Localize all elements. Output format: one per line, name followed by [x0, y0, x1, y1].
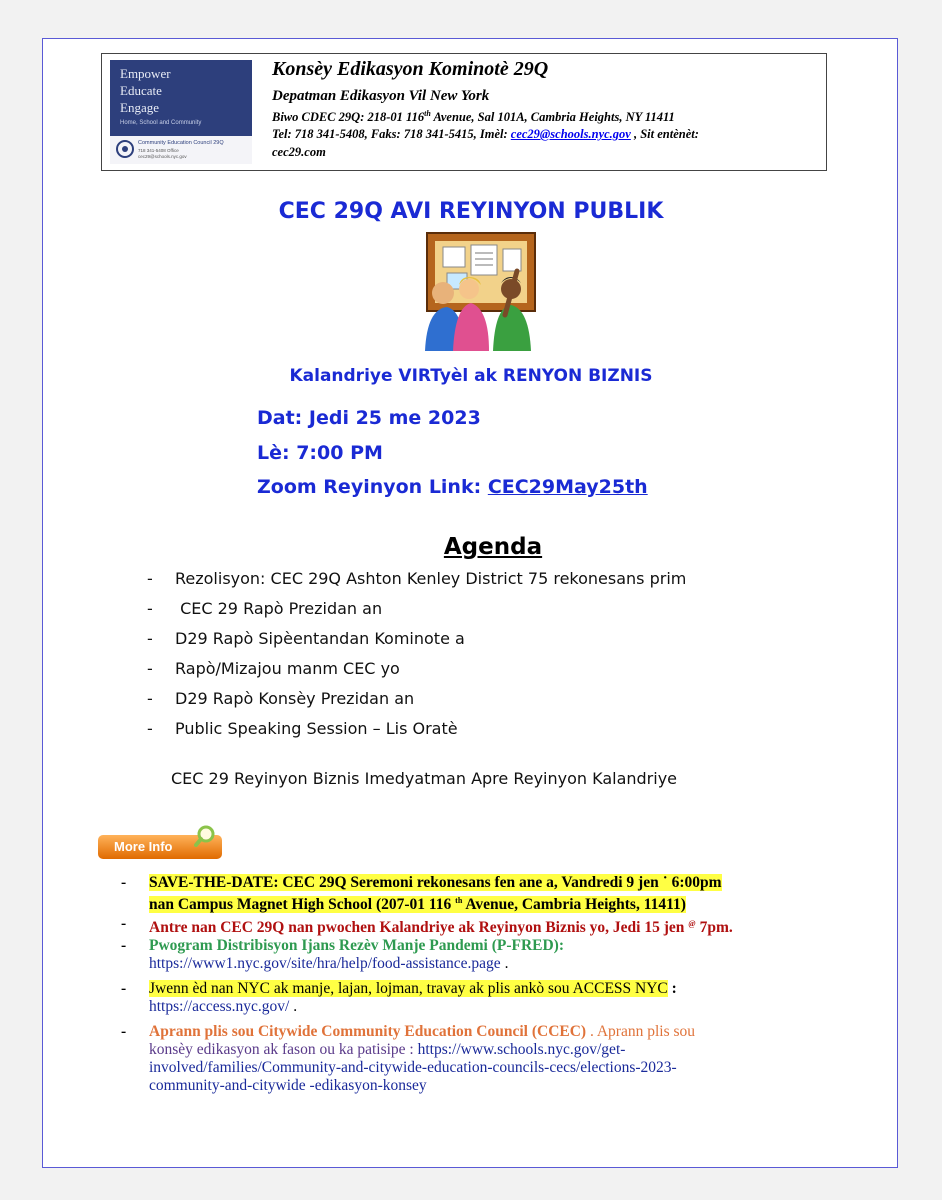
info-item-save-the-date: - SAVE-THE-DATE: CEC 29Q Seremoni rekonesans fen ane a, Vandredi 9 jen ˙ 6:00pm nan Campus Magnet High School (207-01 116 $^{th}$ Avenue, Cambria Heights, 11411): [121, 874, 722, 914]
contact-line: Tel: 718 341-5408, Faks: 718 341-5415, Imèl: cec29@schools.nyc.gov , Sit entènèt:: [272, 127, 699, 141]
meeting-date: Dat: Jedi 25 me 2023: [257, 407, 481, 429]
business-meeting-note: CEC 29 Reyinyon Biznis Imedyatman Apre Reyinyon Kalandriye: [171, 769, 677, 788]
letterhead: [101, 53, 827, 171]
logo-email: cec29@schools.nyc.gov: [138, 154, 187, 159]
logo-line-empower: Empower: [120, 66, 171, 81]
logo-banner: [110, 60, 252, 136]
notice-title: CEC 29Q AVI REYINYON PUBLIK: [278, 199, 664, 224]
office-address: Biwo CDEC 29Q: 218-01 116th Avenue, Sal 101A, Cambria Heights, NY 11411: [272, 109, 675, 125]
more-info-button[interactable]: [98, 835, 222, 859]
council-logo: [110, 60, 252, 164]
info-item-ccec: - Aprann plis sou Citywide Community Education Council (CCEC) . Aprann plis sou konsèy edikasyon ak fason ou ka patisipe : https://www.schools.nyc.gov/get- involved/families/Community-and-citywide-education-councils-cecs/elections-2023- community-and-citywide -edikasyon-konsey: [121, 1023, 696, 1094]
flyer-page: [42, 38, 898, 1168]
ccec-link[interactable]: https://www.schools.nyc.gov/get-: [417, 1041, 626, 1058]
more-info-label: More Info: [114, 839, 173, 854]
department-name: Depatman Edikasyon Vil New York: [272, 88, 490, 104]
logo-phone: 718 341-5408 Office: [138, 148, 179, 153]
access-nyc-link[interactable]: https://access.nyc.gov/: [149, 998, 290, 1015]
agenda-item: - Rapò/Mizajou manm CEC yo: [147, 659, 400, 678]
food-assistance-link[interactable]: https://www1.nyc.gov/site/hra/help/food-assistance.page: [149, 955, 501, 972]
info-item-pfred: - Pwogram Distribisyon Ijans Rezèv Manje Pandemi (P-FRED): https://www1.nyc.gov/site/hra/help/food-assistance.page .: [121, 937, 564, 972]
website-link[interactable]: cec29.com: [272, 145, 326, 159]
logo-line-educate: Educate: [120, 83, 162, 98]
agenda-item: - Public Speaking Session – Lis Oratè: [147, 719, 458, 738]
council-title: Konsèy Edikasyon Kominotè 29Q: [272, 58, 549, 80]
agenda-item: - CEC 29 Rapò Prezidan an: [147, 599, 383, 618]
agenda-heading: Agenda: [443, 534, 543, 560]
zoom-meeting-link[interactable]: CEC29May25th: [487, 476, 648, 498]
meeting-time: Lè: 7:00 PM: [257, 442, 383, 464]
meeting-clipart-icon: [413, 231, 545, 353]
logo-footer: [110, 136, 252, 164]
zoom-label: Zoom Reyinyon Link:: [257, 476, 488, 498]
logo-line-engage: Engage: [120, 100, 159, 115]
logo-tagline: Home, School and Community: [120, 120, 202, 126]
info-item-upcoming-meeting: - Antre nan CEC 29Q nan pwochen Kalandriye ak Reyinyon Biznis yo, Jedi 15 jen @ 7pm.: [121, 915, 733, 937]
magnifier-icon: [194, 825, 216, 847]
logo-council-name: Community Education Council 29Q: [138, 140, 224, 146]
agenda-item: - D29 Rapò Sipèentandan Kominote a: [147, 629, 465, 648]
event-subtitle: Kalandriye VIRTyèl ak RENYON BIZNIS: [289, 366, 653, 386]
zoom-row: [257, 476, 648, 498]
info-item-access-nyc: - Jwenn èd nan NYC ak manje, lajan, lojman, travay ak plis ankò sou ACCESS NYC : https://access.nyc.gov/ .: [121, 980, 677, 1015]
seal-icon: [116, 140, 134, 158]
agenda-item: - D29 Rapò Konsèy Prezidan an: [147, 689, 415, 708]
email-link[interactable]: cec29@schools.nyc.gov: [510, 127, 631, 141]
agenda-item: - Rezolisyon: CEC 29Q Ashton Kenley District 75 rekonesans prim: [147, 569, 687, 588]
